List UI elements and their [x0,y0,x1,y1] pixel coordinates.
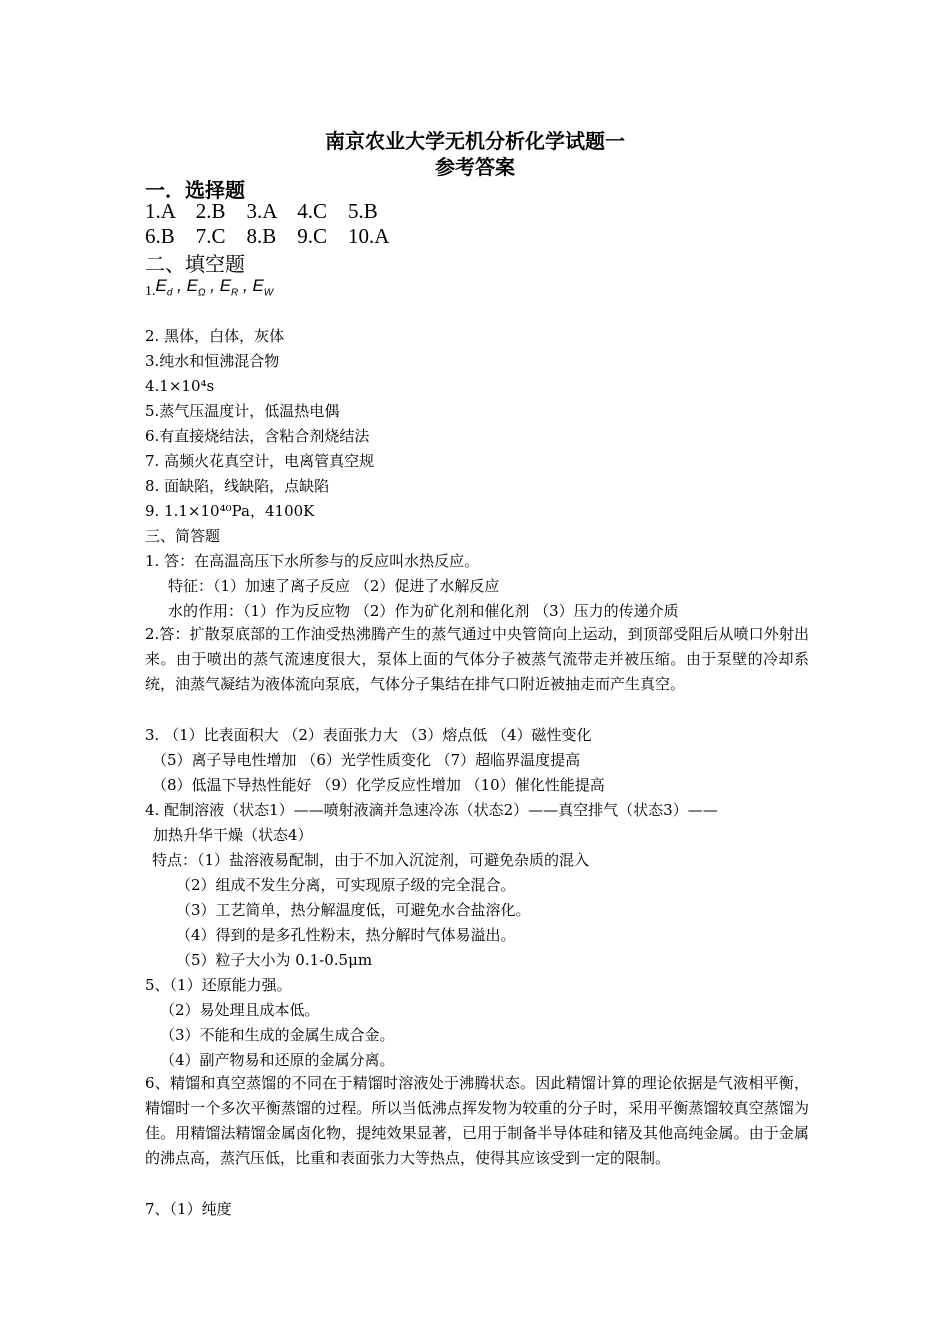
answer-5-line-1: 5、（1）还原能力强。 [145,976,292,994]
answer-1-water-role: 水的作用：（1）作为反应物 （2）作为矿化剂和催化剂 （3）压力的传递介质 [168,602,679,620]
fill-blank-item-8: 8. 面缺陷，线缺陷，点缺陷 [145,477,330,495]
error-symbols-formula: $E_d$ , $E_\Omega$ , $E_R$ , $E_W$ [155,276,274,299]
fill-blank-item-6: 6.有直接烧结法，含粘合剂烧结法 [145,427,370,445]
answer-2-paragraph: 2.答：扩散泵底部的工作油受热沸腾产生的蒸气通过中央管筒向上运动，到顶部受阻后从喷口外射出来。由于喷出的蒸气流速度很大，泵体上面的气体分子被蒸气流带走并被压缩。由于泵壁的冷却系统，油蒸气凝结为液体流向泵底，气体分子集结在排气口附近被抽走而产生真空。 [145,625,809,693]
document-subtitle: 参考答案 [435,155,515,179]
answer-4-feature-1: 特点：（1）盐溶液易配制，由于不加入沉淀剂，可避免杂质的混入 [152,851,590,869]
document-title: 南京农业大学无机分析化学试题一 [325,129,625,153]
answer-3-line-1: 3. （1）比表面积大 （2）表面张力大 （3）熔点低 （4）磁性变化 [145,726,592,744]
answer-6-paragraph: 6、精馏和真空蒸馏的不同在于精馏时溶液处于沸腾状态。因此精馏计算的理论依据是气液相平衡，精馏时一个多次平衡蒸馏的过程。所以当低沸点挥发物为较重的分子时，采用平衡蒸馏较真空蒸馏为佳。用精馏法精馏金属卤化物，提纯效果显著，已用于制备半导体硅和锗及其他高纯金属。由于金属的沸点高，蒸汽压低，比重和表面张力大等热点，使得其应该受到一定的限制。 [145,1074,809,1167]
answer-5-line-3: （3）不能和生成的金属生成合金。 [160,1026,395,1044]
section-2-heading: 二、填空题 [145,252,245,276]
section-1-heading: 一．选择题 [145,178,245,202]
answer-1-line-1: 1. 答：在高温高压下水所参与的反应叫水热反应。 [145,552,480,570]
fill-blank-item-5: 5.蒸气压温度计，低温热电偶 [145,402,340,420]
answer-5-line-4: （4）副产物易和还原的金属分离。 [160,1051,395,1069]
answer-4-feature-4: （4）得到的是多孔性粉末，热分解时气体易溢出。 [176,926,516,944]
answer-7-line-1: 7、（1）纯度 [145,1200,232,1218]
fill-blank-item-7: 7. 高频火花真空计，电离管真空规 [145,452,375,470]
mcq-answers-row-1: 1.A 2.B 3.A 4.C 5.B [145,199,378,223]
fill-blank-item-1 [145,276,274,302]
answer-3-line-2: （5）离子导电性增加 （6）光学性质变化 （7）超临界温度提高 [152,751,581,769]
answer-4-line-2: 加热升华干燥（状态4） [153,826,313,844]
fill-blank-item-2: 2. 黑体，白体，灰体 [145,327,285,345]
answer-4-feature-3: （3）工艺简单，热分解温度低，可避免水合盐溶化。 [176,901,531,919]
answer-4-line-1: 4. 配制溶液（状态1）——喷射液滴并急速冷冻（状态2）——真空排气（状态3）—— [145,801,718,819]
mcq-answers-row-2: 6.B 7.C 8.B 9.C 10.A [145,224,390,248]
answer-3-line-3: （8）低温下导热性能好 （9）化学反应性增加 （10）催化性能提高 [152,776,605,794]
fill-blank-item-9: 9. 1.1×10⁴⁰Pa，4100K [145,502,315,520]
fill-blank-item-3: 3.纯水和恒沸混合物 [145,352,280,370]
section-3-heading: 三、简答题 [145,527,221,545]
answer-1-features: 特征：（1）加速了离子反应 （2）促进了水解反应 [168,577,500,595]
answer-4-feature-5: （5）粒子大小为 0.1-0.5μm [176,951,373,969]
answer-4-feature-2: （2）组成不发生分离，可实现原子级的完全混合。 [176,876,516,894]
answer-5-line-2: （2）易处理且成本低。 [160,1001,320,1019]
item-number: 1. [145,284,156,299]
fill-blank-item-4: 4.1×10⁴s [145,377,215,395]
